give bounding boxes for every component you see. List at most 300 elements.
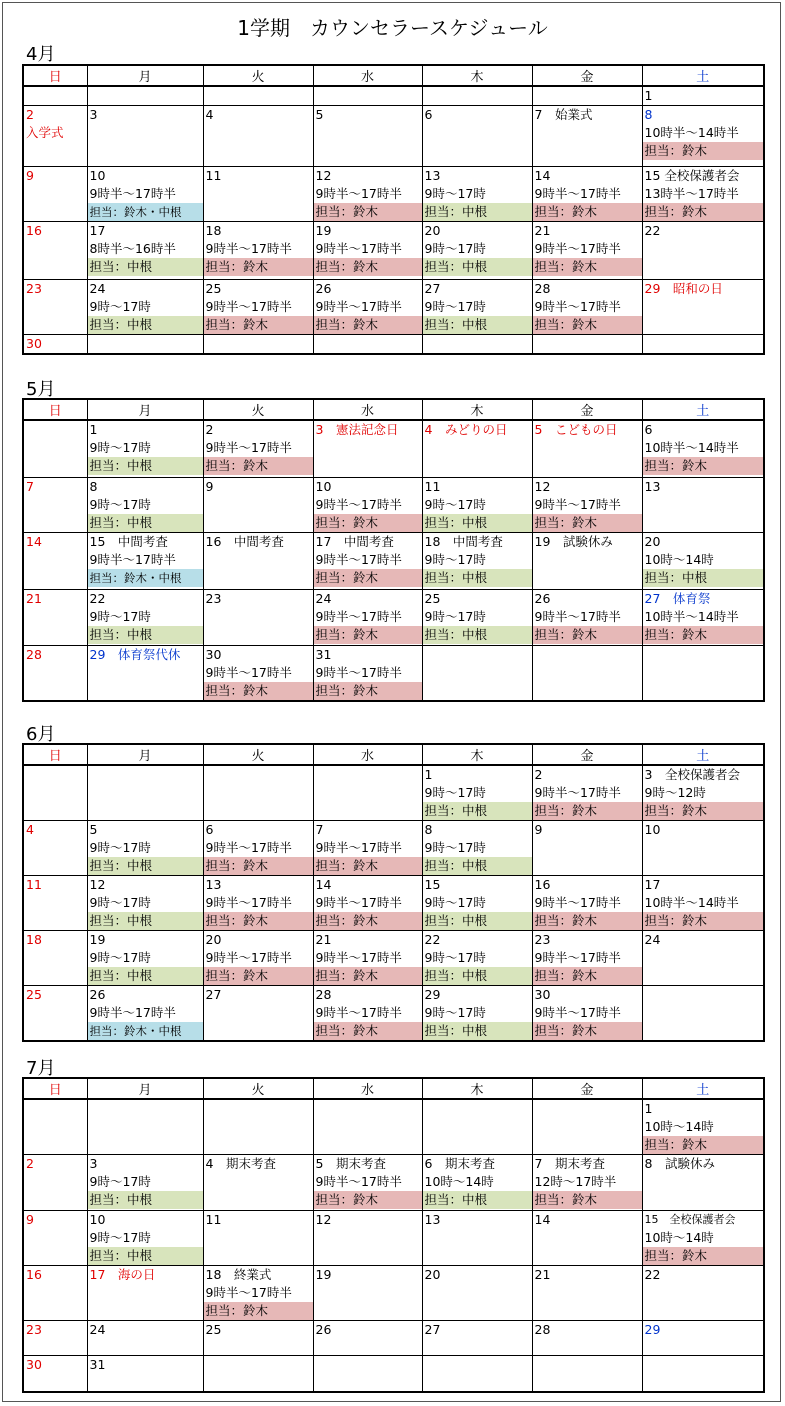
week-row bbox=[23, 532, 764, 589]
day-cell bbox=[87, 1321, 203, 1356]
weekday-header: 月 bbox=[87, 65, 203, 86]
day-cell bbox=[422, 821, 532, 876]
day-cell bbox=[642, 532, 764, 589]
consult-hours: 10時～14時 bbox=[644, 1230, 714, 1245]
day-label: 22 bbox=[644, 223, 661, 238]
day-cell bbox=[313, 1211, 422, 1266]
day-label: 25 bbox=[205, 281, 222, 296]
day-label: 14 bbox=[534, 168, 551, 183]
staff-assignment: 担当：鈴木 bbox=[643, 626, 764, 644]
weekday-header-row bbox=[23, 65, 764, 86]
week-row bbox=[23, 589, 764, 645]
day-cell bbox=[87, 106, 203, 167]
staff-assignment: 担当：鈴木 bbox=[314, 203, 422, 221]
staff-assignment: 担当：中根 bbox=[88, 1191, 203, 1209]
weekday-header: 木 bbox=[422, 399, 532, 420]
day-label: 30 bbox=[205, 646, 222, 662]
day-label: 30 bbox=[26, 1357, 42, 1372]
consult-hours: 9時～17時 bbox=[424, 895, 486, 910]
consult-hours: 9時半～17時半 bbox=[315, 186, 402, 201]
day-cell bbox=[422, 1155, 532, 1211]
consult-hours: 9時半～17時半 bbox=[205, 840, 292, 855]
day-cell bbox=[313, 167, 422, 222]
staff-assignment: 担当：中根 bbox=[423, 626, 532, 644]
day-cell bbox=[642, 167, 764, 222]
day-cell bbox=[642, 222, 764, 280]
day-cell bbox=[87, 645, 203, 701]
day-label: 30 bbox=[26, 336, 42, 351]
weekday-header: 土 bbox=[642, 65, 764, 86]
day-label: 22 bbox=[89, 590, 106, 606]
consult-hours: 9時半～17時半 bbox=[205, 299, 292, 314]
day-label: 26 bbox=[315, 1322, 332, 1337]
day-label: 21 bbox=[534, 1267, 551, 1282]
staff-assignment: 担当：鈴木 bbox=[533, 802, 642, 820]
day-cell bbox=[642, 1211, 764, 1266]
staff-assignment: 担当：中根 bbox=[88, 258, 203, 276]
staff-assignment: 担当：中根 bbox=[88, 912, 203, 930]
day-cell bbox=[313, 876, 422, 931]
day-cell bbox=[203, 589, 313, 645]
week-row bbox=[23, 106, 764, 167]
day-cell bbox=[532, 1155, 642, 1211]
day-label: 20 bbox=[644, 533, 661, 549]
consult-hours: 9時半～17時半 bbox=[315, 1174, 402, 1189]
day-cell bbox=[313, 1356, 422, 1392]
day-cell bbox=[87, 986, 203, 1042]
day-cell bbox=[532, 821, 642, 876]
day-cell bbox=[422, 1099, 532, 1155]
day-cell bbox=[23, 1155, 87, 1211]
staff-assignment: 担当：中根 bbox=[423, 1191, 532, 1209]
consult-hours: 9時半～17時半 bbox=[534, 785, 621, 800]
weekday-header: 土 bbox=[642, 1078, 764, 1099]
day-cell bbox=[203, 222, 313, 280]
day-cell bbox=[203, 821, 313, 876]
month-label: 4月 bbox=[26, 44, 56, 65]
consult-hours: 9時半～17時半 bbox=[534, 186, 621, 201]
consult-hours: 9時～17時 bbox=[424, 551, 486, 567]
day-cell bbox=[23, 1321, 87, 1356]
staff-assignment: 担当：鈴木 bbox=[643, 142, 764, 160]
week-row bbox=[23, 1211, 764, 1266]
day-label: 26 bbox=[89, 987, 106, 1002]
consult-hours: 9時半～17時半 bbox=[315, 299, 402, 314]
staff-assignment: 担当：鈴木・中根 bbox=[88, 569, 203, 587]
consult-hours: 9時～17時 bbox=[424, 950, 486, 965]
consult-hours: 9時半～17時半 bbox=[315, 664, 402, 680]
day-cell bbox=[532, 1099, 642, 1155]
day-label: 2 bbox=[534, 767, 543, 782]
day-cell bbox=[532, 420, 642, 477]
day-label: 7 期末考査 bbox=[534, 1156, 605, 1171]
staff-assignment: 担当：中根 bbox=[423, 258, 532, 276]
day-cell bbox=[313, 589, 422, 645]
day-label: 15 全校保護者会 bbox=[644, 168, 740, 183]
day-cell bbox=[87, 821, 203, 876]
day-cell bbox=[532, 335, 642, 355]
staff-assignment: 担当：鈴木 bbox=[533, 316, 642, 334]
day-label: 19 bbox=[315, 223, 332, 238]
day-cell bbox=[203, 477, 313, 532]
weekday-header: 木 bbox=[422, 744, 532, 765]
day-cell bbox=[87, 280, 203, 335]
day-label: 8 bbox=[644, 107, 653, 122]
day-label: 7 bbox=[315, 822, 324, 837]
consult-hours: 9時～17時 bbox=[424, 608, 486, 624]
day-cell bbox=[87, 589, 203, 645]
consult-hours: 9時半～17時半 bbox=[315, 241, 402, 256]
day-label: 24 bbox=[89, 281, 106, 296]
weekday-header: 日 bbox=[23, 744, 87, 765]
day-cell bbox=[642, 876, 764, 931]
day-cell bbox=[87, 931, 203, 986]
day-cell bbox=[87, 1155, 203, 1211]
day-label: 27 bbox=[424, 281, 441, 296]
weekday-header: 月 bbox=[87, 1078, 203, 1099]
consult-hours: 9時半～17時半 bbox=[205, 895, 292, 910]
consult-hours: 9時半～17時半 bbox=[89, 1005, 176, 1020]
day-cell bbox=[532, 532, 642, 589]
day-cell bbox=[532, 106, 642, 167]
staff-assignment: 担当：鈴木 bbox=[643, 203, 764, 221]
day-label: 30 bbox=[534, 987, 551, 1002]
day-cell bbox=[642, 106, 764, 167]
day-cell bbox=[203, 280, 313, 335]
staff-assignment: 担当：鈴木 bbox=[204, 258, 313, 276]
day-label: 19 bbox=[315, 1267, 332, 1282]
consult-hours: 9時～17時 bbox=[424, 496, 486, 512]
consult-hours: 12時～17時半 bbox=[534, 1174, 617, 1189]
staff-assignment: 担当：中根 bbox=[423, 912, 532, 930]
day-label: 24 bbox=[315, 590, 332, 606]
week-row bbox=[23, 876, 764, 931]
day-cell bbox=[422, 1266, 532, 1321]
day-cell bbox=[422, 589, 532, 645]
day-cell bbox=[313, 420, 422, 477]
weekday-header: 火 bbox=[203, 744, 313, 765]
day-cell bbox=[203, 1211, 313, 1266]
staff-assignment: 担当：中根 bbox=[423, 203, 532, 221]
weekday-header: 木 bbox=[422, 1078, 532, 1099]
day-cell bbox=[532, 280, 642, 335]
day-label: 20 bbox=[424, 223, 441, 238]
consult-hours: 8時半～16時半 bbox=[89, 241, 176, 256]
day-label: 10 bbox=[89, 1212, 106, 1227]
staff-assignment: 担当：鈴木・中根 bbox=[88, 203, 203, 221]
staff-assignment: 担当：中根 bbox=[643, 569, 764, 587]
day-cell bbox=[87, 86, 203, 106]
day-cell bbox=[313, 1266, 422, 1321]
week-row bbox=[23, 1099, 764, 1155]
day-label: 5 期末考査 bbox=[315, 1156, 386, 1171]
day-label: 26 bbox=[534, 590, 551, 606]
day-label: 14 bbox=[534, 1212, 551, 1227]
month-calendar-table bbox=[22, 743, 765, 1042]
staff-assignment: 担当：中根 bbox=[423, 1022, 532, 1040]
staff-assignment: 担当：鈴木 bbox=[643, 457, 764, 475]
day-cell bbox=[23, 645, 87, 701]
day-cell bbox=[422, 222, 532, 280]
day-cell bbox=[23, 420, 87, 477]
day-cell bbox=[313, 222, 422, 280]
day-label: 28 bbox=[534, 281, 551, 296]
day-cell bbox=[203, 645, 313, 701]
day-cell bbox=[23, 1356, 87, 1392]
day-cell bbox=[532, 876, 642, 931]
day-label: 21 bbox=[26, 590, 42, 606]
day-cell bbox=[23, 167, 87, 222]
day-label: 20 bbox=[205, 932, 222, 947]
staff-assignment: 担当：中根 bbox=[423, 802, 532, 820]
day-label: 6 bbox=[644, 422, 653, 437]
day-label: 24 bbox=[644, 932, 661, 947]
day-label: 9 bbox=[534, 822, 543, 837]
week-row bbox=[23, 645, 764, 701]
day-label: 5 bbox=[315, 107, 324, 122]
weekday-header: 火 bbox=[203, 399, 313, 420]
day-cell bbox=[422, 477, 532, 532]
day-cell bbox=[422, 931, 532, 986]
day-cell bbox=[422, 532, 532, 589]
staff-assignment: 担当：鈴木 bbox=[204, 1302, 313, 1320]
weekday-header: 火 bbox=[203, 65, 313, 86]
consult-hours: 入学式 bbox=[26, 125, 64, 140]
day-label: 16 bbox=[534, 877, 551, 892]
day-cell bbox=[203, 167, 313, 222]
staff-assignment: 担当：中根 bbox=[88, 626, 203, 644]
day-label: 17 bbox=[644, 877, 661, 892]
day-cell bbox=[422, 1356, 532, 1392]
day-cell bbox=[532, 645, 642, 701]
consult-hours: 9時半～17時半 bbox=[534, 608, 621, 624]
day-label: 3 憲法記念日 bbox=[315, 422, 399, 437]
day-cell bbox=[532, 86, 642, 106]
day-cell bbox=[642, 765, 764, 821]
day-label: 8 bbox=[89, 478, 98, 494]
day-label: 3 全校保護者会 bbox=[644, 767, 740, 782]
week-row bbox=[23, 222, 764, 280]
day-cell bbox=[422, 1211, 532, 1266]
weekday-header-row bbox=[23, 1078, 764, 1099]
consult-hours: 9時～17時 bbox=[424, 840, 486, 855]
consult-hours: 9時半～17時半 bbox=[205, 241, 292, 256]
day-cell bbox=[642, 335, 764, 355]
staff-assignment: 担当：鈴木 bbox=[314, 316, 422, 334]
day-cell bbox=[422, 167, 532, 222]
day-cell bbox=[203, 335, 313, 355]
weekday-header: 金 bbox=[532, 744, 642, 765]
day-label: 31 bbox=[89, 1357, 106, 1372]
staff-assignment: 担当：中根 bbox=[88, 457, 203, 475]
day-label: 2 bbox=[26, 1156, 34, 1171]
day-cell bbox=[87, 167, 203, 222]
staff-assignment: 担当：中根 bbox=[423, 569, 532, 587]
day-label: 10 bbox=[89, 168, 106, 183]
day-label: 12 bbox=[315, 1212, 332, 1227]
consult-hours: 9時半～17時半 bbox=[315, 895, 402, 910]
day-cell bbox=[313, 765, 422, 821]
day-cell bbox=[23, 821, 87, 876]
day-cell bbox=[203, 1266, 313, 1321]
week-row bbox=[23, 86, 764, 106]
day-label: 28 bbox=[315, 987, 332, 1002]
week-row bbox=[23, 1356, 764, 1392]
day-label: 15 bbox=[424, 877, 441, 892]
day-label: 13 bbox=[424, 168, 441, 183]
day-label: 27 bbox=[205, 987, 222, 1002]
consult-hours: 10時半～14時半 bbox=[644, 440, 739, 455]
day-cell bbox=[422, 986, 532, 1042]
day-label: 17 中間考査 bbox=[315, 533, 394, 549]
staff-assignment: 担当：中根 bbox=[423, 857, 532, 875]
day-cell bbox=[87, 532, 203, 589]
day-cell bbox=[642, 1266, 764, 1321]
day-label: 29 昭和の日 bbox=[644, 281, 723, 296]
staff-assignment: 担当：鈴木 bbox=[314, 1191, 422, 1209]
day-cell bbox=[23, 1211, 87, 1266]
day-cell bbox=[532, 986, 642, 1042]
day-cell bbox=[422, 876, 532, 931]
day-label: 5 こどもの日 bbox=[534, 422, 618, 437]
day-cell bbox=[313, 86, 422, 106]
staff-assignment: 担当：鈴木 bbox=[643, 802, 764, 820]
consult-hours: 9時半～17時半 bbox=[534, 496, 621, 512]
day-cell bbox=[642, 1321, 764, 1356]
day-cell bbox=[203, 1155, 313, 1211]
consult-hours: 9時～17時 bbox=[89, 1230, 151, 1245]
day-label: 14 bbox=[315, 877, 332, 892]
consult-hours: 9時半～17時半 bbox=[205, 664, 292, 680]
consult-hours: 9時～17時 bbox=[89, 496, 151, 512]
staff-assignment: 担当：鈴木 bbox=[533, 1022, 642, 1040]
day-cell bbox=[642, 589, 764, 645]
day-cell bbox=[422, 86, 532, 106]
day-cell bbox=[23, 931, 87, 986]
day-label: 18 bbox=[26, 932, 42, 947]
weekday-header: 日 bbox=[23, 1078, 87, 1099]
consult-hours: 9時半～17時半 bbox=[534, 299, 621, 314]
day-cell bbox=[23, 1099, 87, 1155]
day-cell bbox=[422, 1321, 532, 1356]
weekday-header: 水 bbox=[313, 1078, 422, 1099]
day-label: 1 bbox=[424, 767, 433, 782]
consult-hours: 9時～17時 bbox=[89, 299, 151, 314]
staff-assignment: 担当：鈴木 bbox=[643, 912, 764, 930]
consult-hours: 9時～12時 bbox=[644, 785, 706, 800]
consult-hours: 9時～17時 bbox=[89, 1174, 151, 1189]
staff-assignment: 担当：鈴木 bbox=[533, 626, 642, 644]
consult-hours: 9時～17時 bbox=[424, 785, 486, 800]
day-cell bbox=[532, 765, 642, 821]
day-cell bbox=[313, 1321, 422, 1356]
day-cell bbox=[532, 1211, 642, 1266]
day-cell bbox=[313, 821, 422, 876]
day-label: 19 bbox=[89, 932, 106, 947]
weekday-header: 金 bbox=[532, 65, 642, 86]
consult-hours: 9時半～17時半 bbox=[534, 1005, 621, 1020]
day-cell bbox=[203, 86, 313, 106]
day-cell bbox=[313, 532, 422, 589]
day-label: 6 期末考査 bbox=[424, 1156, 495, 1171]
day-cell bbox=[23, 532, 87, 589]
consult-hours: 9時半～17時半 bbox=[315, 551, 402, 567]
staff-assignment: 担当：中根 bbox=[88, 316, 203, 334]
consult-hours: 9時半～17時半 bbox=[205, 440, 292, 455]
day-label: 11 bbox=[424, 478, 441, 494]
day-cell bbox=[23, 280, 87, 335]
day-label: 1 bbox=[644, 88, 653, 103]
day-cell bbox=[532, 222, 642, 280]
day-cell bbox=[23, 876, 87, 931]
staff-assignment: 担当：鈴木 bbox=[533, 912, 642, 930]
consult-hours: 9時～17時 bbox=[424, 241, 486, 256]
week-row bbox=[23, 1266, 764, 1321]
staff-assignment: 担当：鈴木 bbox=[204, 682, 313, 700]
day-cell bbox=[203, 1321, 313, 1356]
day-label: 3 bbox=[89, 1156, 98, 1171]
day-cell bbox=[203, 986, 313, 1042]
day-cell bbox=[313, 931, 422, 986]
day-label: 21 bbox=[315, 932, 332, 947]
consult-hours: 9時半～17時半 bbox=[89, 186, 176, 201]
day-cell bbox=[642, 280, 764, 335]
day-cell bbox=[642, 645, 764, 701]
weekday-header: 月 bbox=[87, 399, 203, 420]
consult-hours: 9時半～17時半 bbox=[534, 241, 621, 256]
day-cell bbox=[532, 477, 642, 532]
day-cell bbox=[642, 420, 764, 477]
week-row bbox=[23, 986, 764, 1042]
consult-hours: 10時～14時 bbox=[644, 551, 714, 567]
week-row bbox=[23, 931, 764, 986]
day-label: 9 bbox=[205, 478, 214, 494]
day-label: 16 bbox=[26, 223, 42, 238]
consult-hours: 10時半～14時半 bbox=[644, 125, 739, 140]
day-cell bbox=[203, 532, 313, 589]
day-cell bbox=[642, 931, 764, 986]
day-cell bbox=[87, 1266, 203, 1321]
day-cell bbox=[642, 86, 764, 106]
day-cell bbox=[422, 765, 532, 821]
day-label: 13 bbox=[205, 877, 222, 892]
day-label: 27 体育祭 bbox=[644, 590, 711, 606]
weekday-header: 水 bbox=[313, 65, 422, 86]
day-cell bbox=[87, 1356, 203, 1392]
day-cell bbox=[313, 335, 422, 355]
weekday-header-row bbox=[23, 744, 764, 765]
month-label: 7月 bbox=[26, 1058, 56, 1079]
day-label: 23 bbox=[205, 590, 222, 606]
staff-assignment: 担当：鈴木・中根 bbox=[88, 1022, 203, 1040]
staff-assignment: 担当：鈴木 bbox=[314, 514, 422, 532]
day-cell bbox=[642, 986, 764, 1042]
day-label: 2 bbox=[26, 107, 34, 122]
day-cell bbox=[422, 335, 532, 355]
consult-hours: 9時半～17時半 bbox=[205, 1285, 292, 1300]
day-label: 16 中間考査 bbox=[205, 533, 284, 549]
day-cell bbox=[23, 477, 87, 532]
day-label: 12 bbox=[315, 168, 332, 183]
day-cell bbox=[532, 167, 642, 222]
day-cell bbox=[87, 1099, 203, 1155]
day-cell bbox=[87, 477, 203, 532]
staff-assignment: 担当：鈴木 bbox=[314, 569, 422, 587]
day-label: 1 bbox=[644, 1101, 653, 1116]
weekday-header: 水 bbox=[313, 399, 422, 420]
day-cell bbox=[422, 420, 532, 477]
week-row bbox=[23, 477, 764, 532]
